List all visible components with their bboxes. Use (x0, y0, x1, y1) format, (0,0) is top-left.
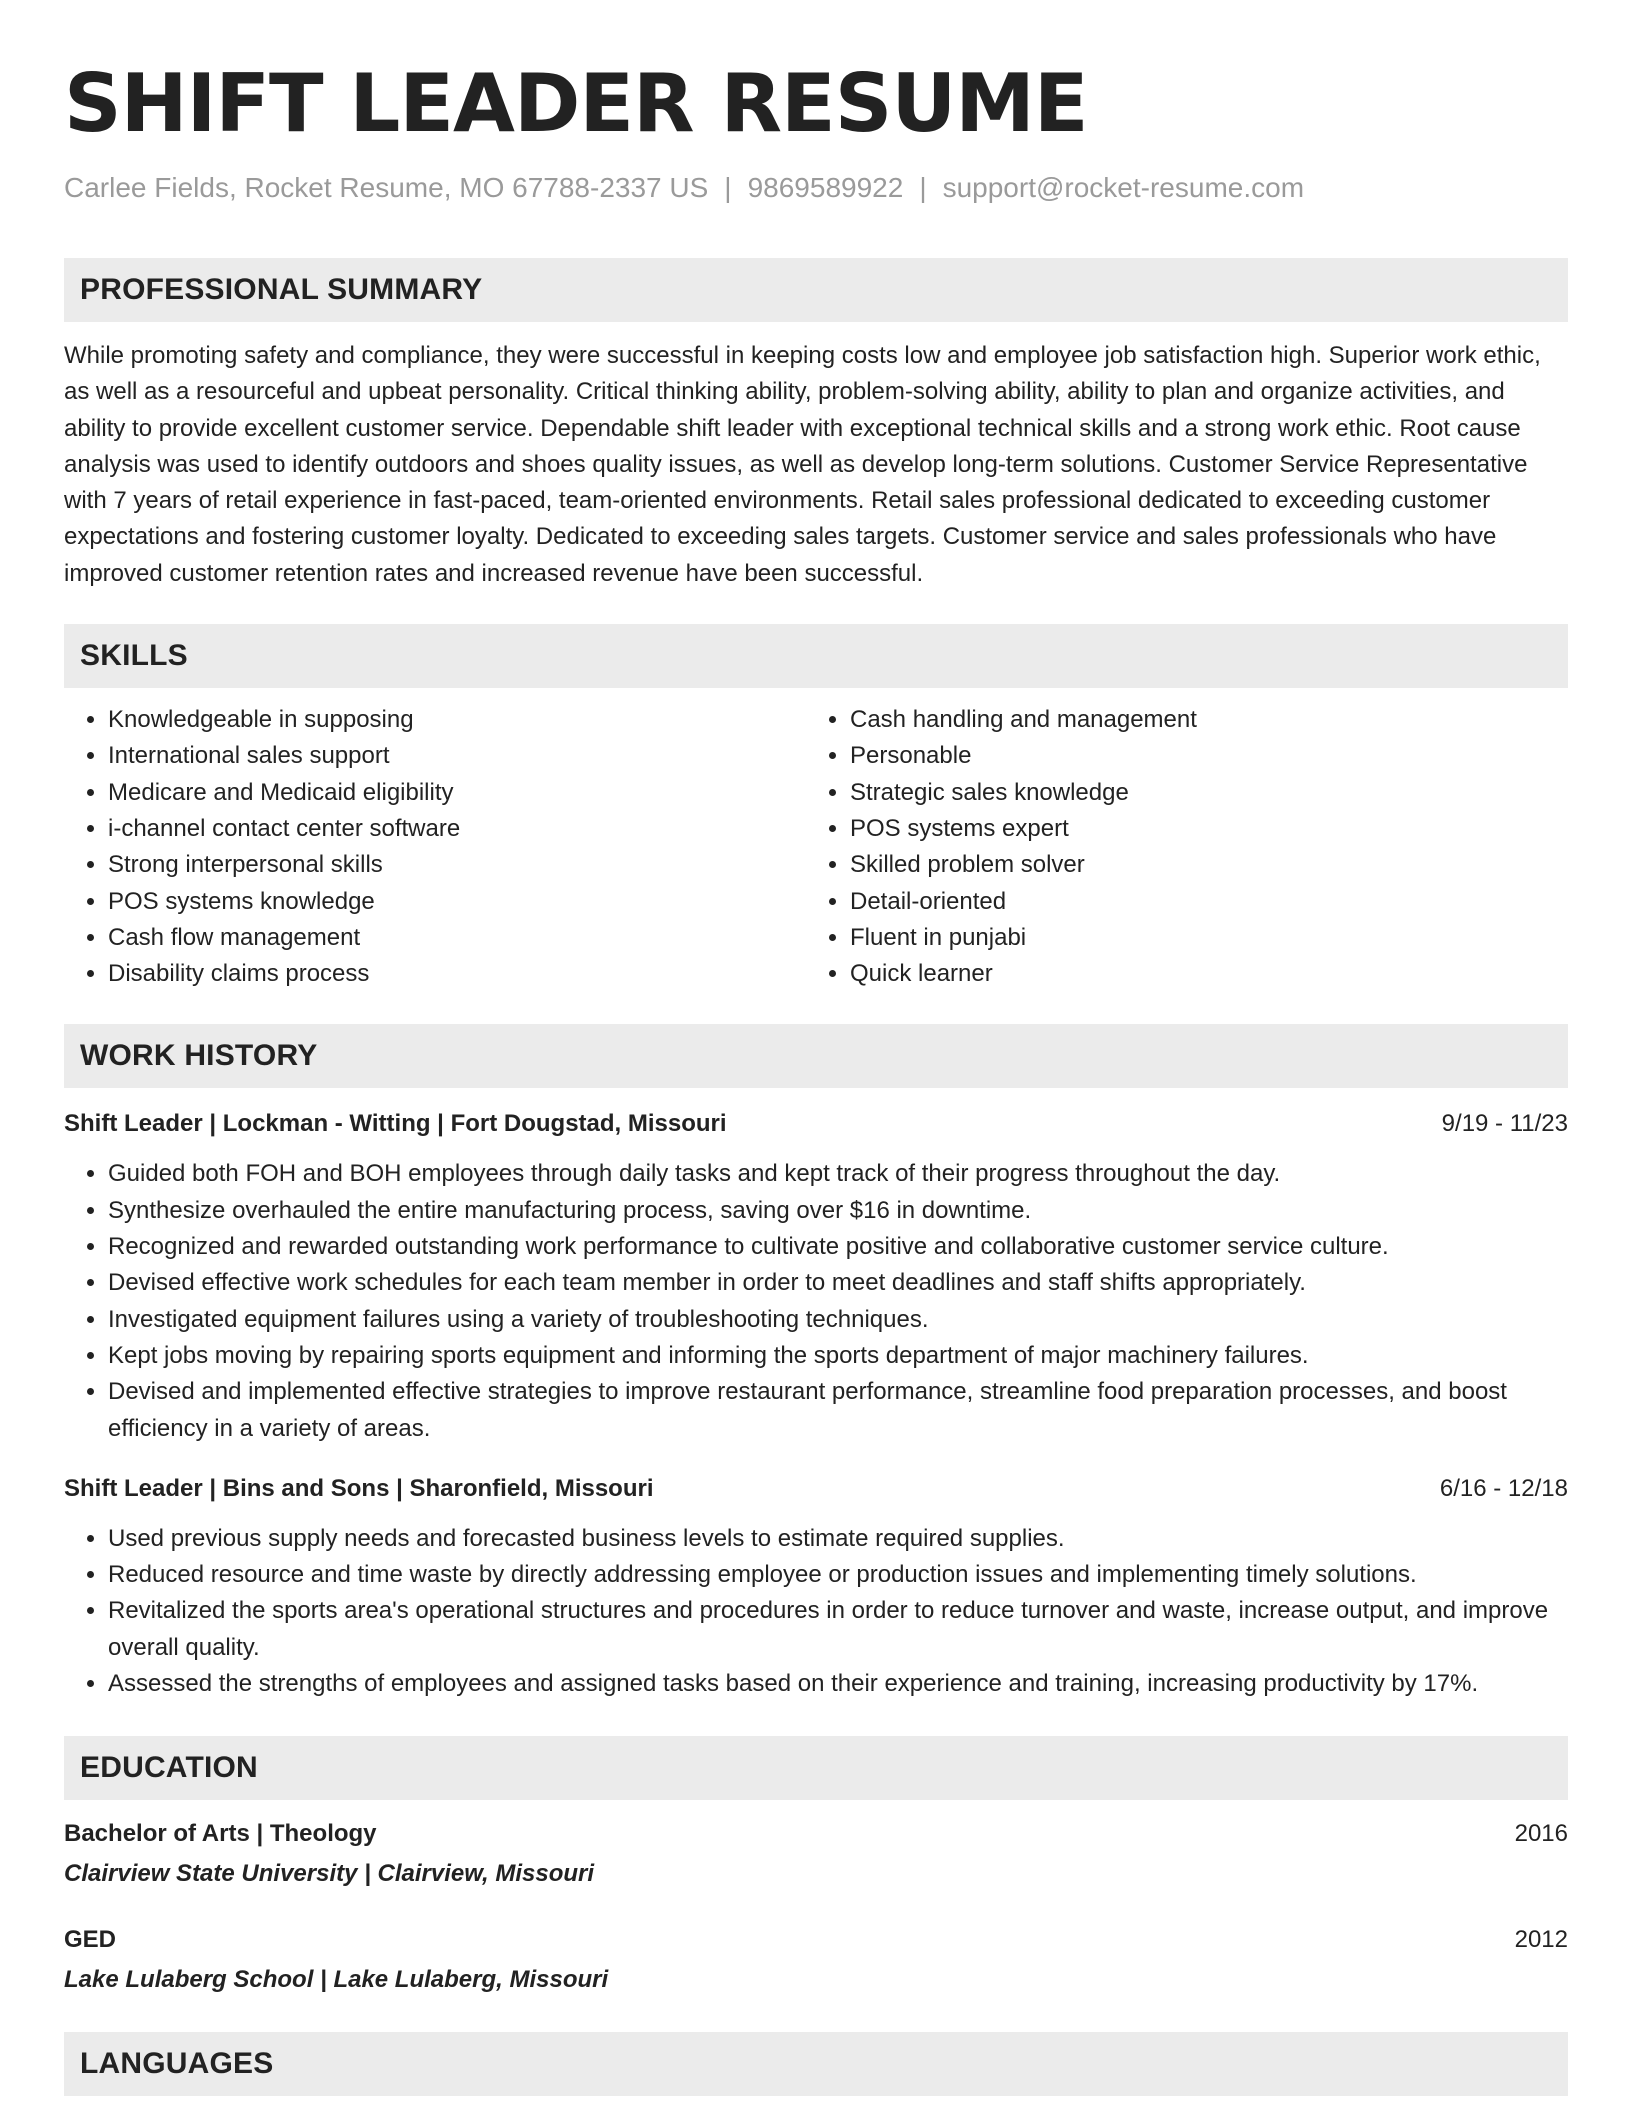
job-bullet: • Assessed the strengths of employees and assigned tasks based on their experience and training, increasing productivity by 17%. (108, 1666, 1568, 1702)
job-dates: 9/19 - 11/23 (1441, 1110, 1568, 1138)
job-bullet: • Devised effective work schedules for each team member in order to meet deadlines and staff shifts appropriately. (108, 1265, 1568, 1301)
education-year: 2012 (1514, 1926, 1568, 1954)
work-section-header (64, 1024, 1568, 1088)
job-bullet: • Investigated equipment failures using a variety of troubleshooting techniques. (108, 1302, 1568, 1338)
skills-column-right (806, 702, 1548, 992)
job-title: Shift Leader | Lockman - Witting | Fort Dougstad, Missouri (64, 1110, 727, 1138)
education-school: Clairview State University | Clairview, Missouri (64, 1860, 595, 1888)
skill-item: • Strategic sales knowledge (850, 775, 1548, 811)
skill-item: • Quick learner (850, 956, 1548, 992)
skills-list (64, 702, 1568, 992)
skill-item: • Knowledgeable in supposing (108, 702, 806, 738)
skills-heading: SKILLS (80, 639, 188, 673)
job-entry (64, 1471, 1568, 1702)
job-bullet: • Revitalized the sports area's operational structures and procedures in order to reduce turnover and waste, increase output, and improve overall quality. (108, 1593, 1568, 1666)
skill-item: • Personable (850, 738, 1548, 774)
skill-item: • Cash flow management (108, 920, 806, 956)
education-heading: EDUCATION (80, 1751, 258, 1785)
languages-section-header (64, 2032, 1568, 2096)
job-bullet: • Guided both FOH and BOH employees through daily tasks and kept track of their progress throughout the day. (108, 1156, 1568, 1192)
contact-phone: 9869589922 (747, 172, 904, 203)
job-bullets (64, 1521, 1568, 1702)
resume-title: SHIFT LEADER RESUME (64, 57, 1088, 150)
education-degree: Bachelor of Arts | Theology (64, 1820, 377, 1848)
education-school: Lake Lulaberg School | Lake Lulaberg, Missouri (64, 1966, 609, 1994)
contact-separator: | (724, 172, 732, 203)
job-bullet: • Synthesize overhauled the entire manufacturing process, saving over $16 in downtime. (108, 1193, 1568, 1229)
summary-section-header (64, 258, 1568, 322)
job-bullet: • Recognized and rewarded outstanding work performance to cultivate positive and collaborative customer service culture. (108, 1229, 1568, 1265)
job-bullet: • Reduced resource and time waste by directly addressing employee or production issues and implementing timely solutions. (108, 1557, 1568, 1593)
skill-item: • Fluent in punjabi (850, 920, 1548, 956)
job-header (64, 1471, 1568, 1507)
education-row (64, 1922, 1568, 1958)
education-degree: GED (64, 1926, 117, 1954)
skills-column-left (64, 702, 806, 992)
contact-address: Carlee Fields, Rocket Resume, MO 67788-2337 US (64, 172, 709, 203)
education-entry (64, 1816, 1568, 1892)
work-heading: WORK HISTORY (80, 1039, 318, 1073)
summary-heading: PROFESSIONAL SUMMARY (80, 273, 483, 306)
skill-item: • Detail-oriented (850, 884, 1548, 920)
skill-item: • i-channel contact center software (108, 811, 806, 847)
education-section-header (64, 1736, 1568, 1800)
skill-item: • Disability claims process (108, 956, 806, 992)
job-bullets (64, 1156, 1568, 1446)
job-dates: 6/16 - 12/18 (1439, 1474, 1568, 1502)
education-row (64, 1816, 1568, 1852)
skill-item: • Skilled problem solver (850, 847, 1548, 883)
languages-heading: LANGUAGES (80, 2047, 274, 2081)
job-bullet: • Kept jobs moving by repairing sports equipment and informing the sports department of major machinery failures. (108, 1338, 1568, 1374)
contact-email[interactable]: support@rocket-resume.com (942, 172, 1305, 203)
skills-section-header (64, 624, 1568, 688)
skill-item: • POS systems expert (850, 811, 1548, 847)
skill-item: • Medicare and Medicaid eligibility (108, 775, 806, 811)
job-entry (64, 1106, 1568, 1446)
skill-item: • Strong interpersonal skills (108, 847, 806, 883)
summary-text: While promoting safety and compliance, they were successful in keeping costs low and employee job satisfaction high. Superior work ethic, as well as a resourceful and upbeat personality. Critical thinking ability, problem-solving ability, ability to plan and organize activities, and ability to provide excellent customer service. Dependable shift leader with exceptional technical skills and a strong work ethic. Root cause analysis was used to identify outdoors and shoes quality issues, as well as develop long-term solutions. Customer Service Representative with 7 years of retail experience in fast-paced, team-oriented environments. Retail sales professional dedicated to exceeding customer expectations and fostering customer loyalty. Dedicated to exceeding sales targets. Customer service and sales professionals who have improved customer retention rates and increased revenue have been successful. (64, 342, 1541, 587)
job-title: Shift Leader | Bins and Sons | Sharonfield, Missouri (64, 1474, 654, 1502)
skill-item: • Cash handling and management (850, 702, 1548, 738)
skill-item: • International sales support (108, 738, 806, 774)
contact-line (64, 170, 1568, 206)
education-entry (64, 1922, 1568, 1998)
skill-item: • POS systems knowledge (108, 884, 806, 920)
job-bullet: • Devised and implemented effective strategies to improve restaurant performance, streamline food preparation processes, and boost efficiency in a variety of areas. (108, 1374, 1568, 1447)
job-bullet: • Used previous supply needs and forecasted business levels to estimate required supplies. (108, 1521, 1568, 1557)
contact-separator: | (919, 172, 927, 203)
job-header (64, 1106, 1568, 1142)
education-year: 2016 (1514, 1820, 1568, 1848)
